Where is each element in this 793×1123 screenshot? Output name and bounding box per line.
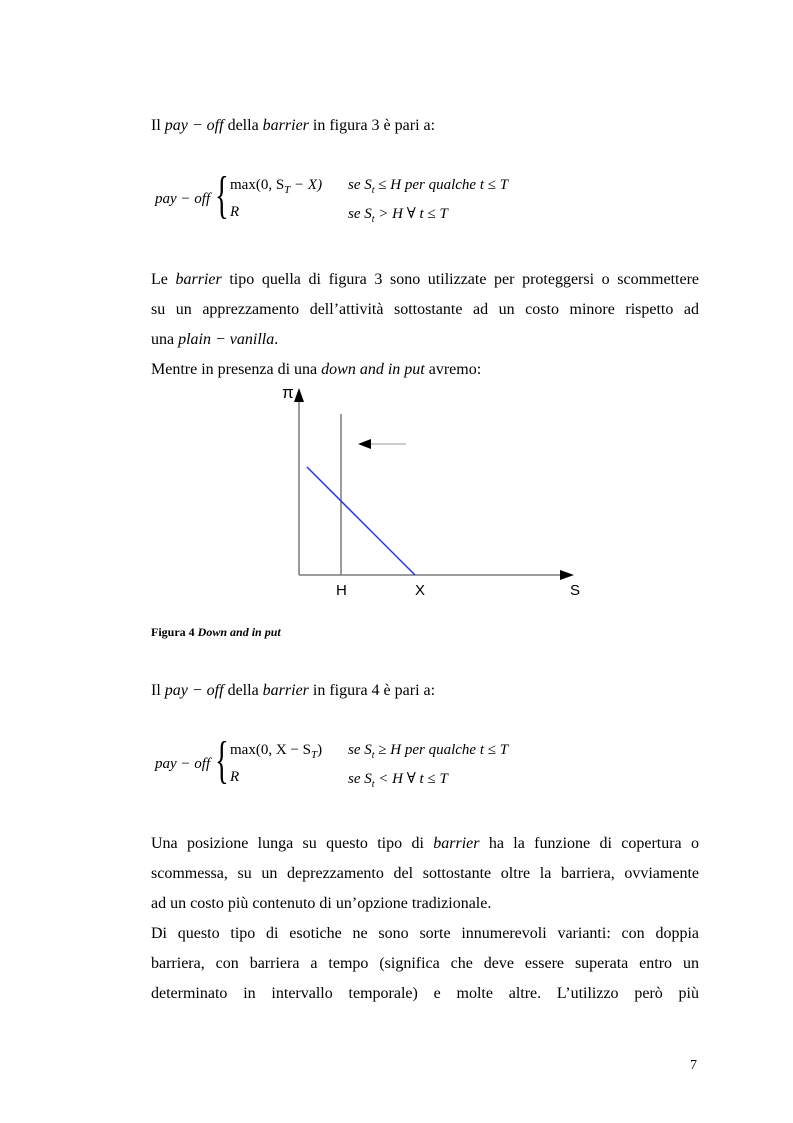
paragraph-line: determinato in intervallo temporale) e molte altre. L’utilizzo però più	[151, 985, 699, 1002]
paragraph-line: Una posizione lunga su questo tipo di barrier ha la funzione di copertura o	[151, 835, 700, 852]
left-arrow-icon	[358, 439, 371, 449]
paragraph-variants	[151, 919, 699, 1009]
paragraph-line: Le barrier tipo quella di figura 3 sono utilizzate per proteggersi o scommettere	[151, 271, 700, 288]
formula-brace: {	[215, 167, 229, 224]
formula-row2-cond: se $S_t > H$ ∀ t ≤ T	[348, 206, 448, 225]
paragraph-down-and-in-intro: Mentre in presenza di una down and in put avremo:	[151, 361, 482, 378]
formula-row2-expr: R	[230, 204, 240, 220]
paragraph-line: ad un costo più contenuto di un’opzione tradizionale.	[151, 895, 492, 912]
strike-label: X	[415, 582, 426, 599]
paragraph-payoff-intro-2: Il pay − off della barrier in figura 4 è pari a:	[151, 682, 436, 699]
y-axis-label: π	[282, 383, 294, 402]
x-axis-arrow-icon	[560, 570, 574, 580]
formula-row2-expr: R	[230, 769, 240, 785]
paragraph-payoff-intro-1: Il pay − off della barrier in figura 3 è pari a:	[151, 117, 436, 134]
formula-row1-expr: max(0, $S_T - X$)	[230, 177, 323, 196]
payoff-line	[307, 467, 415, 575]
formula-row1-cond: se $S_t \le H$ per qualche t ≤ T	[348, 177, 509, 196]
formula-row1-cond: se $S_t \ge H$ per qualche t ≤ T	[348, 742, 509, 761]
paragraph-long-position	[151, 829, 699, 919]
paragraph-line: barriera, con barriera a tempo (significa che deve essere superata entro un	[151, 955, 699, 972]
paragraph-barrier-use	[151, 265, 699, 355]
paragraph-line: una plain − vanilla.	[151, 331, 279, 348]
formula-row2-cond: se $S_t < H$ ∀ t ≤ T	[348, 771, 448, 790]
paragraph-line: Di questo tipo di esotiche ne sono sorte innumerevoli varianti: con doppia	[151, 925, 699, 942]
paragraph-line: scommessa, su un deprezzamento del sottostante oltre la barriera, ovviamente	[151, 865, 699, 882]
formula-row1-expr: max(0, $X - S_T$)	[230, 742, 323, 761]
x-axis-label: S	[570, 582, 581, 599]
paragraph-line: su un apprezzamento dell’attività sottostante ad un costo minore rispetto ad	[151, 301, 699, 318]
y-axis-arrow-icon	[294, 388, 304, 402]
formula-lhs: pay − off	[155, 756, 211, 772]
formula-brace: {	[215, 732, 229, 789]
figure-caption: Figura 4 Down and in put	[151, 625, 281, 639]
barrier-label: H	[336, 582, 347, 599]
page-number: 7	[690, 1058, 697, 1073]
formula-lhs: pay − off	[155, 191, 211, 207]
down-and-in-put-figure	[270, 382, 590, 604]
